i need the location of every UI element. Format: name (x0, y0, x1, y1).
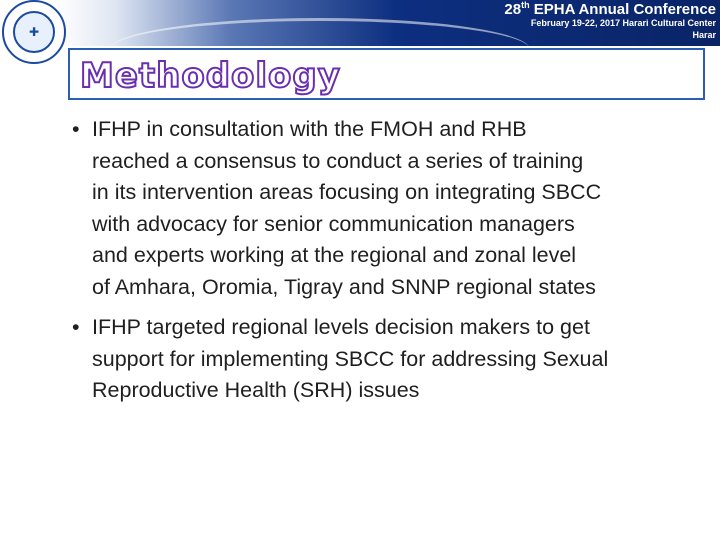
bullet-line: of Amhara, Oromia, Tigray and SNNP regional states (92, 274, 596, 299)
bullet-line: support for implementing SBCC for addressing Sexual (92, 346, 609, 371)
bullet-line: with advocacy for senior communication managers (92, 211, 575, 236)
bullet-line: and experts working at the regional and zonal level (92, 243, 577, 267)
logo-emblem (13, 11, 55, 53)
conference-city: Harar (692, 30, 716, 40)
slide-title-box (68, 48, 705, 100)
slide-title: Methodology (80, 56, 341, 96)
conference-date-venue: February 19-22, 2017 Harari Cultural Center (530, 18, 716, 28)
bullet-item (72, 312, 712, 407)
bullet-line: IFHP targeted regional levels decision makers to get (92, 315, 590, 339)
conference-name: EPHA Annual Conference (533, 1, 716, 18)
bullet-dot-icon: • (72, 117, 80, 141)
bullet-dot-icon: • (72, 315, 80, 339)
bullet-item (72, 114, 712, 303)
conference-banner (0, 0, 720, 46)
conference-number: 28 (504, 1, 522, 18)
bullet-line: Reproductive Health (SRH) issues (92, 378, 420, 402)
banner-swoosh (110, 18, 530, 46)
bullet-line: IFHP in consultation with the FMOH and RHB (92, 117, 527, 141)
bullet-line: reached a consensus to conduct a series of training (92, 148, 584, 173)
conference-ordinal: th (521, 0, 530, 10)
slide-content (72, 114, 712, 407)
conference-title (504, 0, 716, 18)
bullet-line: in its intervention areas focusing on integrating SBCC (92, 180, 602, 204)
logo-mark: ✚ (28, 25, 40, 39)
epha-logo (2, 0, 66, 64)
